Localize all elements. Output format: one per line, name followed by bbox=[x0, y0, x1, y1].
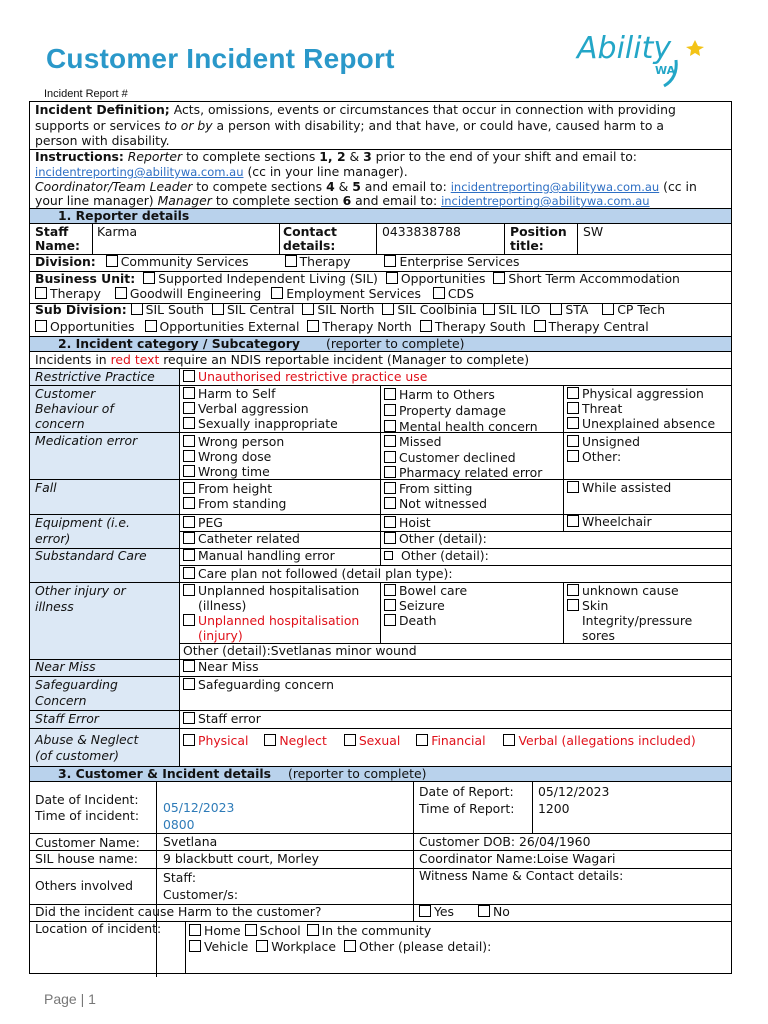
checkbox[interactable] bbox=[384, 516, 396, 528]
checkbox[interactable] bbox=[183, 549, 195, 561]
coordinator-name[interactable]: Coordinator Name:Loise Wagari bbox=[419, 851, 616, 866]
option-row: Other (detail): bbox=[384, 549, 489, 564]
category-medication: Medication error bbox=[35, 433, 138, 448]
customer-name-value[interactable]: Svetlana bbox=[163, 834, 218, 849]
checkbox[interactable] bbox=[534, 320, 546, 332]
equipment-col-2: Hoist Other (detail): bbox=[384, 515, 487, 547]
incident-form bbox=[29, 101, 732, 974]
ndis-note: Incidents in red text require an NDIS reportable incident (Manager to complete) bbox=[35, 352, 530, 367]
checkbox[interactable] bbox=[384, 404, 396, 416]
option-row: Unauthorised restrictive practice use bbox=[183, 370, 427, 385]
category-safeguarding: Safeguarding Concern bbox=[35, 677, 118, 708]
checkbox[interactable] bbox=[256, 940, 268, 952]
definition-line-2: supports or services to or by a person with disability; and that have, or could have, caused harm to a bbox=[35, 118, 664, 133]
checkbox[interactable] bbox=[264, 734, 276, 746]
checkbox[interactable] bbox=[416, 734, 428, 746]
checkbox[interactable] bbox=[183, 660, 195, 672]
behaviour-col-2: Harm to Others Property damage Mental health concern bbox=[384, 387, 538, 435]
equipment-col-1: PEG Catheter related bbox=[183, 515, 300, 547]
checkbox[interactable] bbox=[567, 402, 579, 414]
checkbox[interactable] bbox=[183, 734, 195, 746]
checkbox[interactable] bbox=[189, 940, 201, 952]
checkbox[interactable] bbox=[567, 599, 579, 611]
position-label: Position title: bbox=[510, 224, 567, 253]
checkbox[interactable] bbox=[183, 370, 195, 382]
checkbox[interactable] bbox=[183, 614, 195, 626]
location-options: Home School In the community Vehicle Workplace Other (please detail): bbox=[189, 923, 491, 955]
definition-line-3: person with disability. bbox=[35, 133, 170, 148]
sil-house-label: SIL house name: bbox=[35, 851, 138, 866]
incident-date-values[interactable]: 05/12/2023 0800 bbox=[163, 800, 235, 832]
fall-col-2: From sitting Not witnessed bbox=[384, 481, 487, 511]
category-staff-error: Staff Error bbox=[35, 711, 99, 726]
checkbox[interactable] bbox=[302, 303, 314, 315]
option-row: Safeguarding concern bbox=[183, 678, 334, 693]
option-row: Care plan not followed (detail plan type): bbox=[183, 567, 453, 582]
checkbox[interactable] bbox=[384, 497, 396, 509]
checkbox[interactable] bbox=[344, 734, 356, 746]
checkbox[interactable] bbox=[567, 435, 579, 447]
checkbox[interactable] bbox=[384, 388, 396, 400]
behaviour-col-3: Physical aggression Threat Unexplained absence bbox=[567, 386, 715, 431]
checkbox[interactable] bbox=[35, 287, 47, 299]
checkbox[interactable] bbox=[183, 402, 195, 414]
checkbox[interactable] bbox=[143, 272, 155, 284]
division-row: Division: Community Services Therapy Enterprise Services bbox=[35, 254, 520, 269]
checkbox[interactable] bbox=[183, 584, 195, 596]
harm-question: Did the incident cause Harm to the customer? bbox=[35, 904, 322, 919]
logo-text: Ability bbox=[577, 31, 672, 66]
fall-col-1: From height From standing bbox=[183, 481, 286, 511]
checkbox[interactable] bbox=[183, 516, 195, 528]
category-restrictive: Restrictive Practice bbox=[35, 369, 155, 384]
checkbox[interactable] bbox=[384, 420, 396, 432]
instructions-line-4: your line manager) Manager to complete section 6 and email to: incidentreporting@abilitywa.com.au bbox=[35, 193, 650, 208]
checkbox[interactable] bbox=[384, 599, 396, 611]
definition-line-1: Incident Definition; Acts, omissions, events or circumstances that occur in connection with providing bbox=[35, 102, 676, 117]
sil-house-value[interactable]: 9 blackbutt court, Morley bbox=[163, 851, 319, 866]
report-date-values[interactable]: 05/12/2023 1200 bbox=[538, 784, 610, 816]
checkbox[interactable] bbox=[183, 497, 195, 509]
checkbox[interactable] bbox=[503, 734, 515, 746]
checkbox[interactable] bbox=[183, 712, 195, 724]
page-number: Page | 1 bbox=[44, 991, 96, 1007]
witness-label[interactable]: Witness Name & Contact details: bbox=[419, 868, 624, 883]
other-injury-col-1: Unplanned hospitalisation (illness) Unplanned hospitalisation (injury) bbox=[183, 583, 378, 643]
checkbox[interactable] bbox=[433, 287, 445, 299]
option-row: Staff error bbox=[183, 712, 261, 727]
category-near-miss: Near Miss bbox=[35, 659, 96, 674]
position-value[interactable]: SW bbox=[583, 224, 604, 239]
category-fall: Fall bbox=[35, 480, 57, 495]
checkbox[interactable] bbox=[384, 466, 396, 478]
medication-col-1: Wrong person Wrong dose Wrong time bbox=[183, 434, 284, 479]
option-row: Near Miss bbox=[183, 660, 259, 675]
report-date-labels: Date of Report: Time of Report: bbox=[419, 784, 515, 816]
checkbox[interactable] bbox=[384, 255, 396, 267]
checkbox[interactable] bbox=[183, 417, 195, 429]
star-icon bbox=[686, 40, 704, 56]
sub-division-row-1: Sub Division: SIL South SIL Central SIL North SIL Coolbinia SIL ILO STA CP Tech bbox=[35, 302, 666, 317]
checkbox[interactable] bbox=[271, 287, 283, 299]
option-row: Manual handling error bbox=[183, 549, 335, 564]
ability-wa-logo bbox=[573, 22, 713, 94]
contact-label: Contact details: bbox=[283, 224, 337, 253]
checkbox[interactable] bbox=[550, 303, 562, 315]
other-detail-value[interactable]: Other (detail):Svetlanas minor wound bbox=[183, 643, 417, 658]
category-abuse: Abuse & Neglect (of customer) bbox=[35, 732, 139, 763]
checkbox[interactable] bbox=[384, 451, 396, 463]
checkbox[interactable] bbox=[602, 303, 614, 315]
equipment-col-3: Wheelchair bbox=[567, 515, 652, 530]
others-involved-label: Others involved bbox=[35, 878, 134, 893]
checkbox[interactable] bbox=[384, 532, 396, 544]
checkbox[interactable] bbox=[183, 532, 195, 544]
category-other-injury: Other injury or illness bbox=[35, 583, 126, 614]
others-involved-fields[interactable]: Staff: Customer/s: bbox=[163, 870, 238, 902]
checkbox[interactable] bbox=[285, 255, 297, 267]
email-link[interactable]: incidentreporting@abilitywa.com.au bbox=[450, 180, 660, 194]
checkbox[interactable] bbox=[35, 320, 47, 332]
checkbox[interactable] bbox=[307, 924, 319, 936]
incident-date-labels: Date of Incident: Time of incident: bbox=[35, 792, 140, 823]
checkbox[interactable] bbox=[183, 450, 195, 462]
checkbox[interactable] bbox=[384, 482, 396, 494]
staff-name-label: Staff Name: bbox=[35, 224, 81, 253]
business-unit-row-2: Therapy Goodwill Engineering Employment Services CDS bbox=[35, 287, 474, 302]
checkbox[interactable] bbox=[567, 387, 579, 399]
checkbox[interactable] bbox=[419, 905, 431, 917]
business-unit-row-1: Business Unit: Supported Independent Living (SIL) Opportunities Short Term Accommodation bbox=[35, 271, 680, 286]
medication-col-2: Missed Customer declined Pharmacy related error bbox=[384, 434, 542, 481]
checkbox[interactable] bbox=[493, 272, 505, 284]
other-injury-col-2: Bowel care Seizure Death bbox=[384, 583, 467, 628]
harm-options: Yes No bbox=[419, 905, 510, 920]
email-link[interactable]: incidentreporting@abilitywa.com.au bbox=[35, 165, 244, 179]
checkbox[interactable] bbox=[115, 287, 127, 299]
checkbox[interactable] bbox=[145, 320, 157, 332]
category-equipment: Equipment (i.e. error) bbox=[35, 515, 130, 546]
checkbox[interactable] bbox=[183, 465, 195, 477]
checkbox[interactable] bbox=[386, 272, 398, 284]
medication-col-3: Unsigned Other: bbox=[567, 434, 640, 464]
instructions-line-2: incidentreporting@abilitywa.com.au (cc in your line manager). bbox=[35, 164, 408, 179]
checkbox[interactable] bbox=[382, 303, 394, 315]
contact-value[interactable]: 0433838788 bbox=[382, 224, 461, 239]
checkbox[interactable] bbox=[384, 435, 396, 447]
category-behaviour: Customer Behaviour of concern bbox=[35, 386, 114, 431]
checkbox[interactable] bbox=[567, 584, 579, 596]
section-1-header: 1. Reporter details bbox=[30, 208, 731, 224]
fall-col-3: While assisted bbox=[567, 481, 671, 496]
other-injury-col-3: unknown cause Skin Integrity/pressure sores bbox=[567, 583, 722, 643]
checkbox[interactable] bbox=[478, 905, 490, 917]
sub-division-row-2: Opportunities Opportunities External Therapy North Therapy South Therapy Central bbox=[35, 320, 649, 335]
section-2-header: 2. Incident category / Subcategory (reporter to complete) bbox=[30, 336, 731, 352]
checkbox[interactable] bbox=[183, 435, 195, 447]
abuse-row: Physical Neglect Sexual Financial Verbal (allegations included) bbox=[183, 734, 696, 749]
logo-sub: WA bbox=[655, 64, 676, 77]
checkbox[interactable] bbox=[189, 924, 201, 936]
checkbox[interactable] bbox=[245, 924, 257, 936]
behaviour-col-1: Harm to Self Verbal aggression Sexually inappropriate bbox=[183, 386, 338, 431]
checkbox[interactable] bbox=[483, 303, 495, 315]
checkbox[interactable] bbox=[183, 678, 195, 690]
location-label: Location of incident: bbox=[35, 921, 162, 936]
instructions-line-3: Coordinator/Team Leader to compete sections 4 & 5 and email to: incidentreporting@abilitywa.com.au (cc in bbox=[35, 179, 697, 194]
category-substandard: Substandard Care bbox=[35, 548, 147, 563]
checkbox[interactable] bbox=[567, 481, 579, 493]
checkbox[interactable] bbox=[183, 387, 195, 399]
checkbox[interactable] bbox=[344, 940, 356, 952]
checkbox[interactable] bbox=[567, 417, 579, 429]
page-title: Customer Incident Report bbox=[46, 43, 395, 74]
checkbox[interactable] bbox=[384, 614, 396, 626]
email-link[interactable]: incidentreporting@abilitywa.com.au bbox=[441, 194, 650, 208]
checkbox[interactable] bbox=[567, 450, 579, 462]
checkbox[interactable] bbox=[106, 255, 118, 267]
checkbox[interactable] bbox=[384, 584, 396, 596]
checkbox[interactable] bbox=[384, 551, 393, 560]
checkbox[interactable] bbox=[212, 303, 224, 315]
checkbox[interactable] bbox=[183, 567, 195, 579]
staff-name-value[interactable]: Karma bbox=[97, 224, 138, 239]
checkbox[interactable] bbox=[183, 482, 195, 494]
report-number-label: Incident Report # bbox=[44, 88, 128, 100]
checkbox[interactable] bbox=[131, 303, 143, 315]
checkbox[interactable] bbox=[567, 515, 579, 527]
customer-name-label: Customer Name: bbox=[35, 835, 140, 850]
instructions-line-1: Instructions: Reporter to complete sections 1, 2 & 3 prior to the end of your shift and email to: bbox=[35, 149, 637, 164]
checkbox[interactable] bbox=[307, 320, 319, 332]
checkbox[interactable] bbox=[420, 320, 432, 332]
customer-dob[interactable]: Customer DOB: 26/04/1960 bbox=[419, 834, 591, 849]
section-3-header: 3. Customer & Incident details (reporter to complete) bbox=[30, 766, 731, 782]
